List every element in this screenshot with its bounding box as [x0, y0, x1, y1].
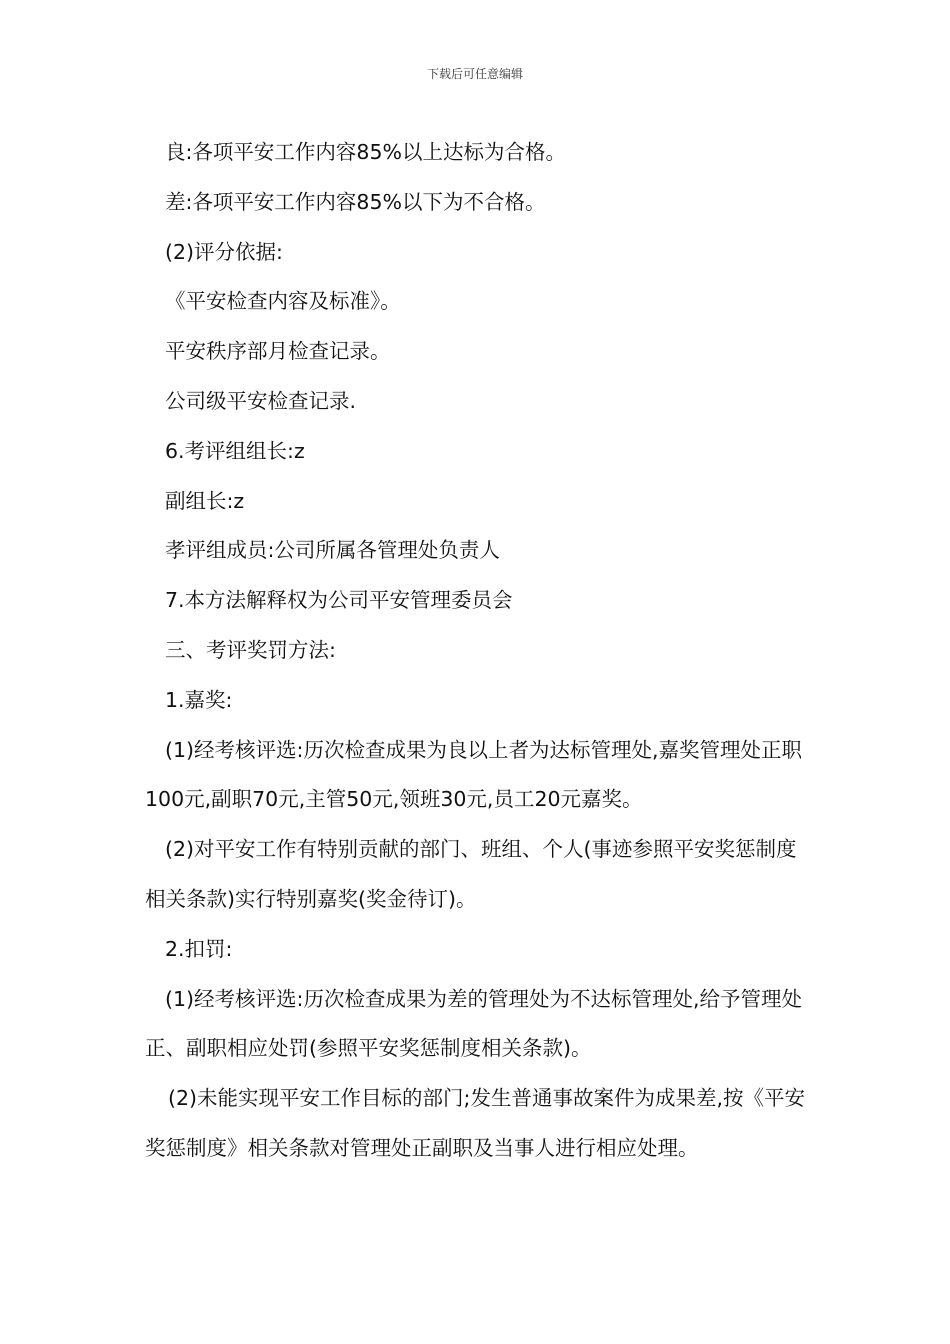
paragraph: (2)未能实现平安工作目标的部门;发生普通事故案件为成果差,按《平安奖惩制度》相关条款对管理处正副职及当事人进行相应处理。: [145, 1086, 805, 1160]
paragraph: 《平安检查内容及标准》。: [165, 289, 401, 314]
paragraph: (2)对平安工作有特别贡献的部门、班组、个人(事迹参照平安奖惩制度相关条款)实行特别嘉奖(奖金待订)。: [145, 837, 797, 911]
paragraph: 1.嘉奖:: [165, 687, 233, 712]
paragraph: (2)评分依据:: [165, 239, 283, 264]
paragraph: 6.考评组组长:z: [165, 438, 305, 463]
paragraph: 孝评组成员:公司所属各管理处负责人: [165, 538, 500, 563]
document-body: [145, 128, 817, 1174]
paragraph: 2.扣罚:: [165, 936, 233, 961]
paragraph: 平安秩序部月检查记录。: [165, 339, 391, 364]
paragraph: 副组长:z: [165, 488, 245, 513]
paragraph: 7.本方法解释权为公司平安管理委员会: [165, 588, 513, 613]
paragraph: 公司级平安检查记录.: [165, 388, 357, 413]
paragraph: (1)经考核评选:历次检查成果为差的管理处为不达标管理处,给予管理处正、副职相应处罚(参照平安奖惩制度相关条款)。: [145, 986, 802, 1061]
paragraph: (1)经考核评选:历次检查成果为良以上者为达标管理处,嘉奖管理处正职100元,副职70元,主管50元,领班30元,员工20元嘉奖。: [145, 737, 802, 812]
paragraph: 差:各项平安工作内容85%以下为不合格。: [165, 189, 546, 214]
paragraph: 三、考评奖罚方法:: [165, 637, 336, 662]
paragraph: 良:各项平安工作内容85%以上达标为合格。: [165, 140, 566, 164]
page-header: 下载后可任意编辑: [426, 67, 523, 81]
